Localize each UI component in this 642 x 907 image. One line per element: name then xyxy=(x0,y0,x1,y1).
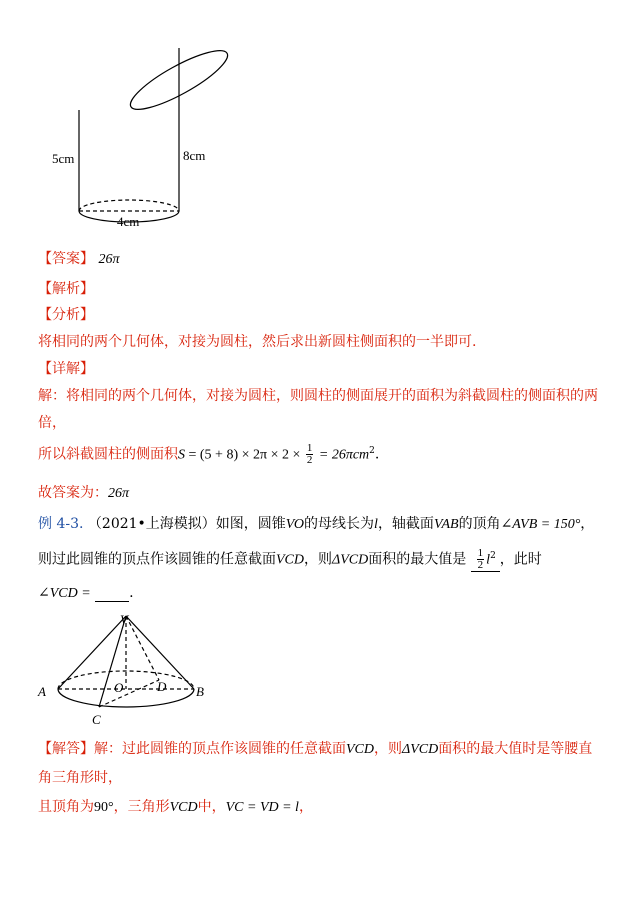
math-angle-vcd: ∠VCD = xyxy=(38,586,91,601)
example-text-i: ，此时 xyxy=(499,551,542,568)
example-source: （2021•上海模拟） xyxy=(87,516,216,532)
point-o: O xyxy=(114,680,124,695)
formula-frac-den: 2 xyxy=(306,454,313,466)
frac-den: 2 xyxy=(477,559,484,571)
math-angle: ∠AVB = 150° xyxy=(500,517,581,532)
label-4cm: 4cm xyxy=(117,214,140,229)
math-l2: l xyxy=(486,552,491,568)
point-v: V xyxy=(120,612,128,627)
example-text-d: 的顶角 xyxy=(458,516,501,532)
example-text-h: 面积的最大值是 xyxy=(368,551,467,568)
solution-line3 xyxy=(38,796,313,816)
formula-prefix: 所以斜截圆柱的侧面积 xyxy=(38,446,178,463)
example-label: 例 4-3. xyxy=(38,516,84,532)
bottom-back-arc xyxy=(79,200,179,211)
top-ellipse xyxy=(124,41,230,119)
solution-text-d: 且顶角为 xyxy=(38,799,94,815)
analysis-tag: 【解析】 xyxy=(38,281,94,297)
formula-frac-num: 1 xyxy=(306,442,313,454)
final-value: 26π xyxy=(108,486,130,501)
example-line3: ∠VCD = . xyxy=(38,585,134,601)
example-text-g: ，则 xyxy=(304,551,332,568)
point-b: B xyxy=(196,684,204,699)
frac-num: 1 xyxy=(477,547,484,559)
label-8cm: 8cm xyxy=(183,148,206,163)
formula-line xyxy=(38,443,379,466)
solution-line1 xyxy=(38,738,592,758)
answer-blank-1 xyxy=(471,548,500,572)
example-text-e: ， xyxy=(580,516,595,532)
formula-exp: 2 xyxy=(369,445,375,456)
solution-tag: 【解答】 xyxy=(38,741,94,757)
formula-s: S xyxy=(178,447,185,463)
example-line1 xyxy=(38,513,594,533)
solution-vcd: VCD xyxy=(346,742,374,757)
base-front-arc xyxy=(58,689,194,707)
edge-vd xyxy=(126,616,159,680)
solution-text-a: 解：过此圆锥的顶点作该圆锥的任意截面 xyxy=(94,741,346,757)
solution-eq: VC = VD = l xyxy=(225,800,299,815)
edge-va xyxy=(58,616,126,689)
example-line2 xyxy=(38,548,542,572)
math-vo: VO xyxy=(285,517,305,532)
final-line xyxy=(38,482,129,502)
formula-end: . xyxy=(374,446,380,463)
detail-line2: 倍， xyxy=(38,415,66,431)
formula-body-a: = (5 + 8) × 2π × 2 × xyxy=(185,447,304,463)
final-text: 故答案为： xyxy=(38,485,108,501)
solution-text-c: 面积的最大值时是等腰直 xyxy=(438,741,593,757)
example-text-f: 则过此圆锥的顶点作该圆锥的任意截面 xyxy=(38,551,276,568)
math-vab: VAB xyxy=(433,517,459,532)
solution-text-f: 中， xyxy=(197,799,226,815)
example-text-b: 的母线长为 xyxy=(304,516,375,532)
solution-text-b: ，则 xyxy=(374,741,402,757)
solution-deg: 90° xyxy=(94,800,114,815)
solution-text-e: ，三角形 xyxy=(113,799,170,815)
math-vcd: VCD xyxy=(276,552,304,568)
math-dvcd: ΔVCD xyxy=(332,552,369,568)
answer-fraction xyxy=(477,548,485,571)
example-text-a: 如图，圆锥 xyxy=(215,516,286,532)
answer-value: 26π xyxy=(98,252,120,267)
detail-line1: 解：将相同的两个几何体，对接为圆柱，则圆柱的侧面展开的面积为斜截圆柱的侧面积的两 xyxy=(38,388,598,404)
solution-line2: 角三角形时， xyxy=(38,770,122,786)
math-l2-exp: 2 xyxy=(490,550,496,561)
cone-figure xyxy=(36,610,216,735)
solution-text-g: ， xyxy=(298,799,313,815)
chord-cd xyxy=(99,680,159,707)
answer-line xyxy=(38,248,119,268)
point-a: A xyxy=(38,684,46,699)
fenxi-tag: 【分析】 xyxy=(38,307,94,323)
label-5cm: 5cm xyxy=(52,151,75,166)
detail-tag: 【详解】 xyxy=(38,361,94,377)
solution-vcd2: VCD xyxy=(169,800,198,815)
answer-blank-2 xyxy=(95,585,129,602)
fenxi-text: 将相同的两个几何体，对接为圆柱，然后求出新圆柱侧面积的一半即可. xyxy=(38,334,477,350)
point-d: D xyxy=(157,679,167,694)
oblique-cylinder-figure xyxy=(50,40,230,240)
math-l: l xyxy=(374,517,378,532)
solution-dvcd: ΔVCD xyxy=(402,742,439,757)
point-c: C xyxy=(92,712,101,727)
formula-body-b: = 26πcm xyxy=(315,447,370,463)
example-text-c: ，轴截面 xyxy=(377,516,434,532)
formula-fraction xyxy=(306,443,314,466)
answer-tag: 【答案】 xyxy=(38,251,94,267)
